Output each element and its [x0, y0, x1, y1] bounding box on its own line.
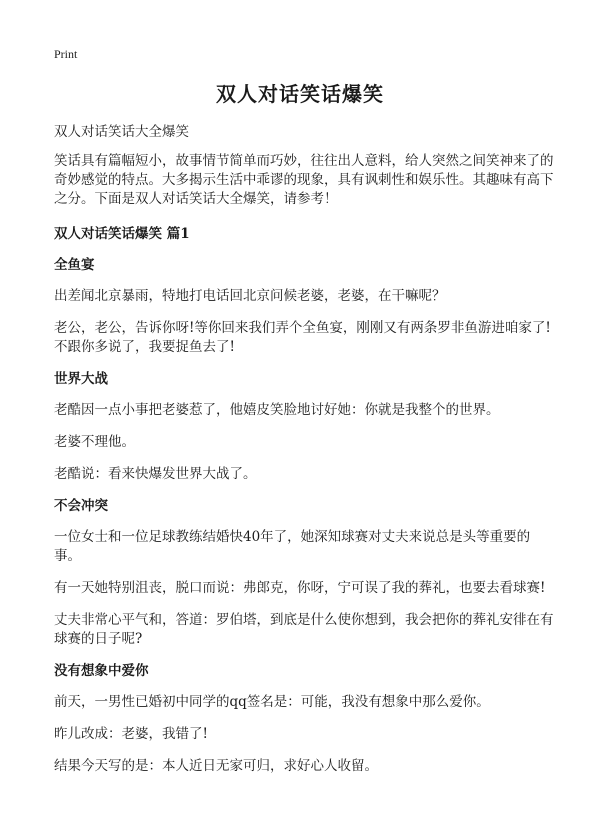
- print-link[interactable]: Print: [54, 47, 78, 61]
- joke-paragraph: 前天，一男性已婚初中同学的qq签名是：可能，我没有想象中那么爱你。: [54, 694, 490, 710]
- joke-paragraph: 一位女士和一位足球教练结婚快40年了，她深知球赛对丈夫来说总是头等重要的事。: [54, 529, 531, 564]
- article-body: [54, 152, 554, 789]
- joke-paragraph: 丈夫非常心平气和，答道：罗伯塔，到底是什么使你想到，我会把你的葬礼安徘在有球赛的日子呢?: [54, 612, 554, 647]
- joke-title: 全鱼宴: [54, 257, 95, 273]
- joke-paragraph: 老婆不理他。: [54, 434, 135, 450]
- joke-paragraph: 老公，老公，告诉你呀!等你回来我们弄个全鱼宴，刚刚又有两条罗非鱼游进咱家了!不跟你多说了，我要捉鱼去了!: [54, 320, 551, 355]
- joke-title: 世界大战: [54, 371, 108, 387]
- joke-title: 没有想象中爱你: [54, 663, 149, 679]
- joke-paragraph: 出差闻北京暴雨，特地打电话回北京问候老婆，老婆，在干嘛呢？: [54, 288, 446, 304]
- joke-block: [54, 497, 554, 649]
- page-subtitle: 双人对话笑话大全爆笑: [54, 124, 189, 140]
- joke-paragraph: 有一天她特别沮丧，脱口而说：弗郎克，你呀，宁可误了我的葬礼，也要去看球赛!: [54, 580, 546, 596]
- joke-block: [54, 370, 554, 484]
- joke-paragraph: 老酷因一点小事把老婆惹了，他嬉皮笑脸地讨好她：你就是我整个的世界。: [54, 402, 500, 418]
- joke-paragraph: 昨儿改成：老婆，我错了!: [54, 726, 208, 742]
- joke-paragraph: 老酷说：看来快爆发世界大战了。: [54, 466, 257, 482]
- joke-paragraph: 结果今天写的是：本人近日无家可归，求好心人收留。: [54, 758, 378, 774]
- joke-block: [54, 662, 554, 776]
- page-title: 双人对话笑话爆笑: [216, 82, 384, 106]
- intro-paragraph: 笑话具有篇幅短小，故事情节简单而巧妙，往往出人意料，给人突然之间笑神来了的奇妙感觉的特点。大多揭示生活中乖谬的现象，具有讽刺性和娱乐性。其趣味有高下之分。下面是双人对话笑话大全爆笑，请参考！: [54, 153, 554, 207]
- joke-block: [54, 256, 554, 357]
- joke-title: 不会冲突: [54, 498, 108, 514]
- section-heading: 双人对话笑话爆笑 篇1: [54, 226, 190, 242]
